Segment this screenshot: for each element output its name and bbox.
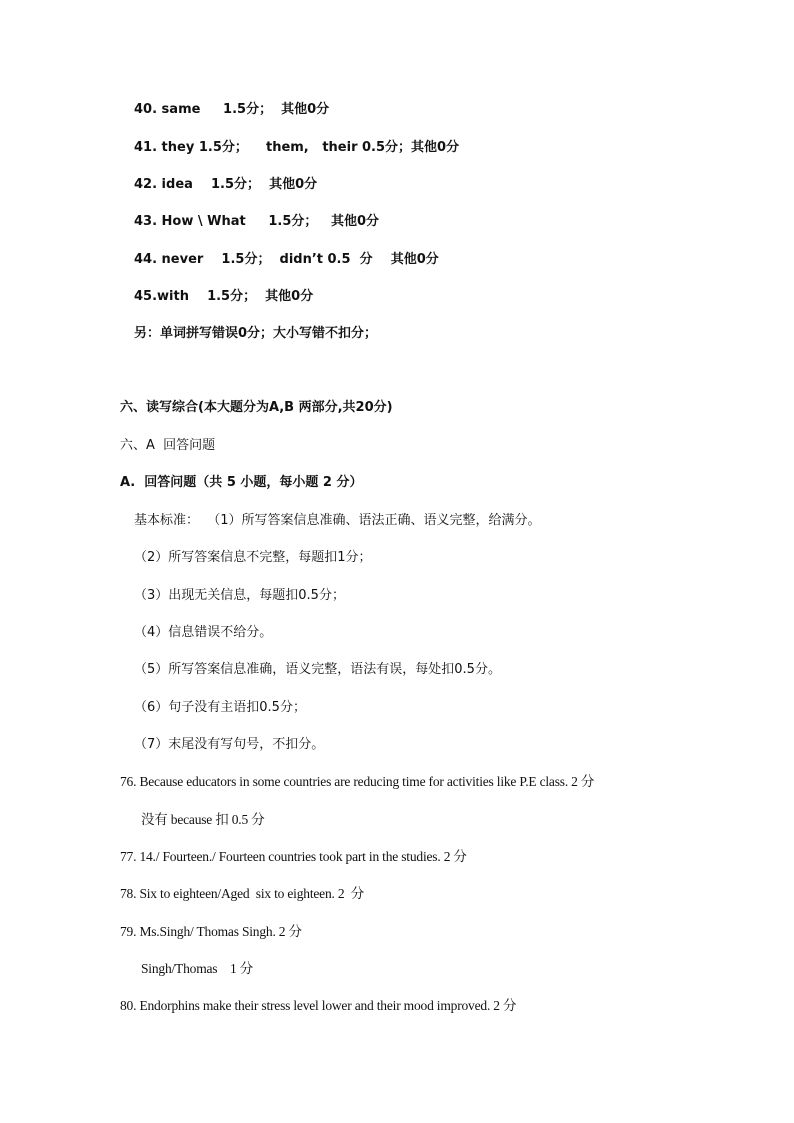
answer-80: 80. Endorphins make their stress level lower and their mood improved. 2 分	[120, 998, 517, 1013]
answer-45: 45.with 1.5分； 其他0分	[134, 289, 314, 304]
section-heading: 六、读写综合(本大题分为A,B 两部分,共20分)	[120, 400, 393, 415]
answer-41: 41. they 1.5分； them, their 0.5分；其他0分	[134, 140, 460, 155]
criteria-item: （5）所写答案信息准确，语义完整，语法有误，每处扣0.5分。	[134, 662, 501, 677]
criteria-item: （4）信息错误不给分。	[134, 625, 273, 640]
answer-43: 43. How \ What 1.5分； 其他0分	[134, 214, 380, 229]
criteria-item: （7）末尾没有写句号，不扣分。	[134, 737, 325, 752]
answer-40: 40. same 1.5分； 其他0分	[134, 102, 330, 117]
answer-76: 76. Because educators in some countries are reducing time for activities like P.E class. 2 分	[120, 774, 595, 789]
criteria-item: 基本标准： （1）所写答案信息准确、语法正确、语义完整，给满分。	[134, 513, 541, 528]
subsection-heading: 六、A 回答问题	[120, 438, 216, 453]
answer-76-note: 没有 because 扣 0.5 分	[141, 812, 265, 827]
answer-79: 79. Ms.Singh/ Thomas Singh. 2 分	[120, 924, 302, 939]
answer-79-note: Singh/Thomas 1 分	[141, 961, 254, 976]
criteria-item: （6）句子没有主语扣0.5分；	[134, 700, 306, 715]
criteria-item: （2）所写答案信息不完整，每题扣1分；	[134, 550, 372, 565]
answer-78: 78. Six to eighteen/Aged six to eighteen. 2 分	[120, 886, 365, 901]
answer-77: 77. 14./ Fourteen./ Fourteen countries took part in the studies. 2 分	[120, 849, 467, 864]
criteria-item: （3）出现无关信息，每题扣0.5分；	[134, 588, 345, 603]
scoring-note: 另：单词拼写错误0分；大小写错不扣分；	[134, 326, 378, 341]
answer-44: 44. never 1.5分； didn’t 0.5 分 其他0分	[134, 252, 439, 267]
answer-42: 42. idea 1.5分； 其他0分	[134, 177, 318, 192]
part-a-heading: A. 回答问题（共 5 小题，每小题 2 分）	[120, 475, 363, 490]
